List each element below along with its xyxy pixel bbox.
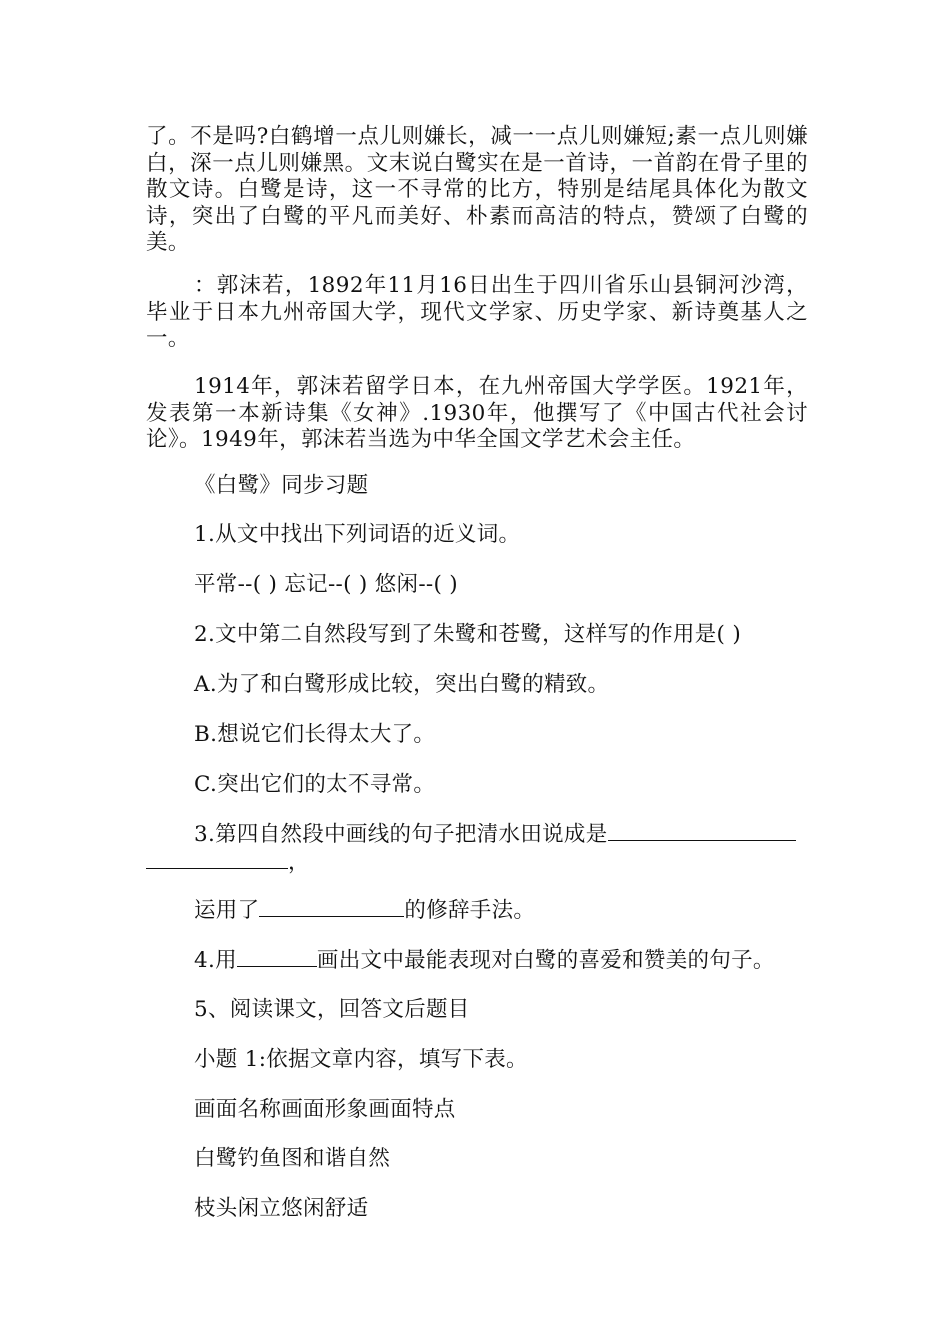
question-1: 1.从文中找出下列词语的近义词。 bbox=[194, 522, 521, 547]
question-2-option-c: C.突出它们的太不寻常。 bbox=[194, 772, 436, 797]
question-5: 5、阅读课文，回答文后题目 bbox=[194, 997, 470, 1022]
question-3-comma: ， bbox=[288, 850, 310, 875]
paragraph-analysis: 了。不是吗?白鹤增一点儿则嫌长，减一一点儿则嫌短;素一点儿则嫌白，深一点儿则嫌黑。文末说白鹭实在是一首诗，一首韵在骨子里的散文诗。白鹭是诗，这一不寻常的比方，特别是结尾具体化为散文诗，突出了白鹭的平凡而美好、朴素而高洁的特点，赞颂了白鹭的美。 bbox=[146, 124, 808, 255]
question-5-subquestion: 小题 1:依据文章内容，填写下表。 bbox=[194, 1047, 528, 1072]
question-1-items: 平常--( ) 忘记--( ) 悠闲--( ) bbox=[194, 572, 458, 597]
paragraph-author-timeline: 1914年，郭沫若留学日本，在九州帝国大学学医。1921年，发表第一本新诗集《女神》.1930年，他撰写了《中国古代社会讨论》。1949年，郭沫若当选为中华全国文学艺术会主任。 bbox=[146, 374, 808, 452]
question-2-option-b: B.想说它们长得太大了。 bbox=[194, 722, 436, 747]
paragraph-author-intro: ：郭沫若，1892年11月16日出生于四川省乐山县铜河沙湾，毕业于日本九州帝国大学，现代文学家、历史学家、新诗奠基人之一。 bbox=[146, 273, 808, 351]
question-3-text: 3.第四自然段中画线的句子把清水田说成是 bbox=[194, 822, 608, 847]
exercise-title: 《白鹭》同步习题 bbox=[194, 473, 369, 498]
question-4-prefix: 4.用 bbox=[194, 948, 237, 973]
answer-blank[interactable] bbox=[237, 946, 317, 967]
question-3 bbox=[194, 820, 796, 849]
table-row: 白鹭钓鱼图和谐自然 bbox=[194, 1146, 391, 1171]
table-row: 枝头闲立悠闲舒适 bbox=[194, 1196, 369, 1221]
question-3-continued bbox=[146, 848, 310, 877]
answer-blank[interactable] bbox=[259, 896, 404, 917]
answer-blank[interactable] bbox=[608, 820, 796, 841]
question-3-rhetoric bbox=[194, 896, 535, 925]
question-2-option-a: A.为了和白鹭形成比较，突出白鹭的精致。 bbox=[194, 672, 610, 697]
answer-blank[interactable] bbox=[146, 848, 288, 869]
table-header: 画面名称画面形象画面特点 bbox=[194, 1097, 456, 1122]
question-3-rhetoric-prefix: 运用了 bbox=[194, 898, 260, 923]
question-4-suffix: 画出文中最能表现对白鹭的喜爱和赞美的句子。 bbox=[316, 948, 775, 973]
question-4 bbox=[194, 946, 775, 975]
question-3-rhetoric-suffix: 的修辞手法。 bbox=[404, 898, 536, 923]
question-2: 2.文中第二自然段写到了朱鹭和苍鹭，这样写的作用是( ) bbox=[194, 622, 742, 647]
